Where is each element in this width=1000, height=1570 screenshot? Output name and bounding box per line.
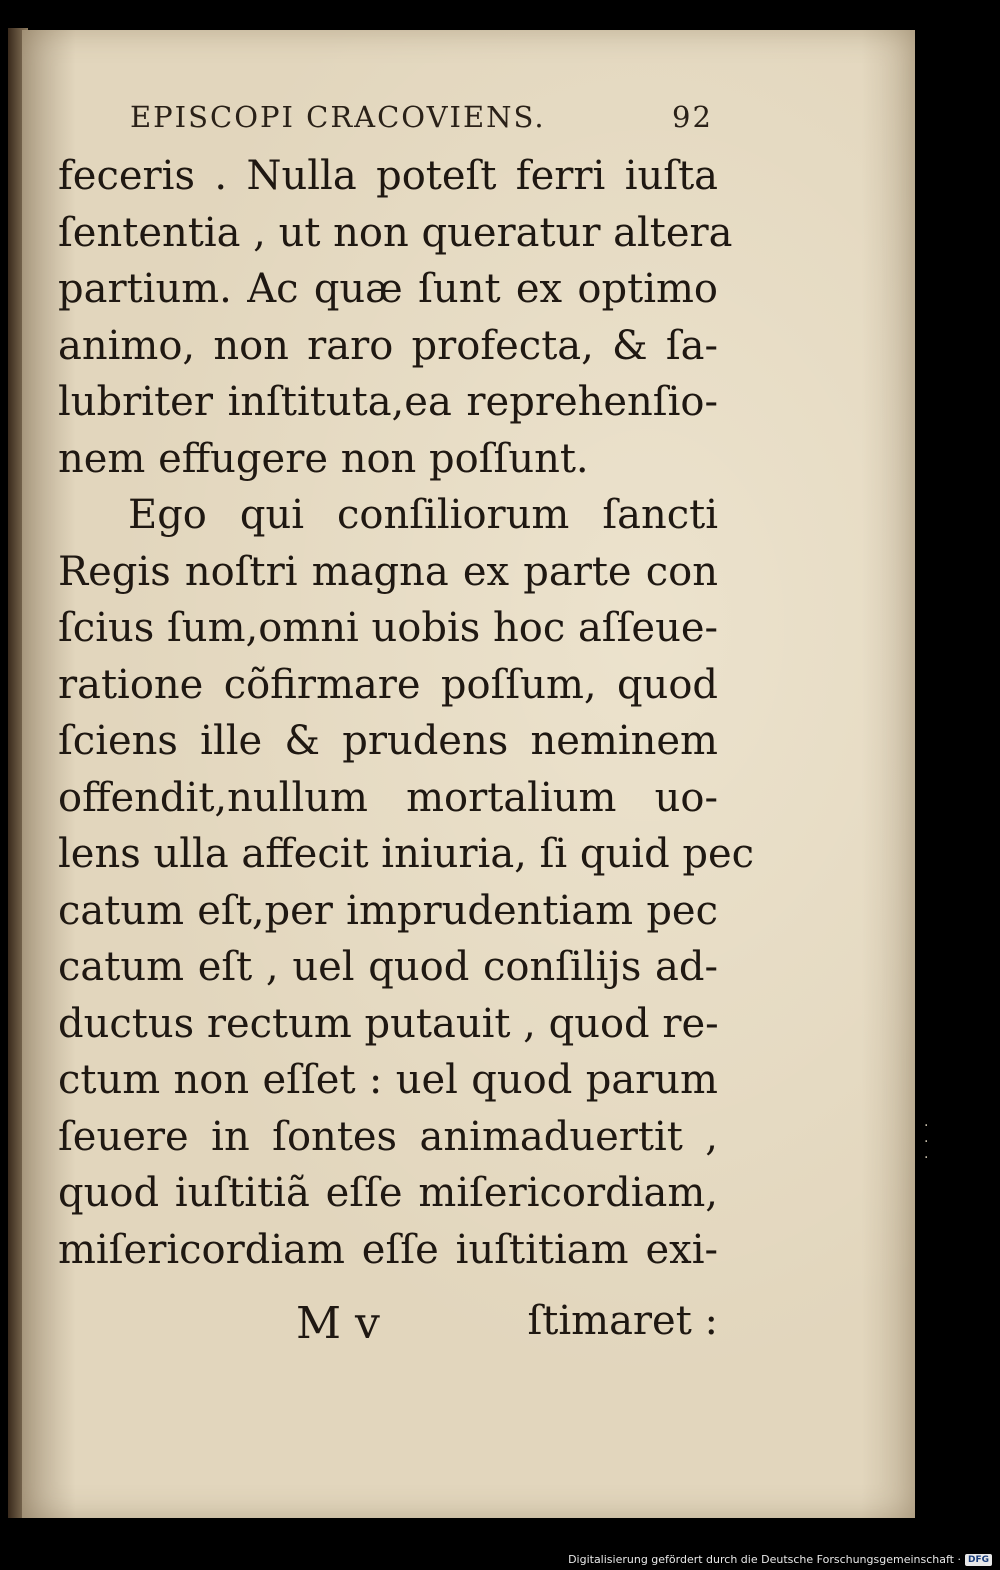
- text-line: lubriter inſtituta,ea reprehenſio-: [58, 379, 718, 425]
- text-line: ratione cõfirmare poſſum, quod: [58, 661, 718, 708]
- catchword-line: [58, 1298, 718, 1354]
- text-line: ſententia , ut non queratur altera: [58, 209, 733, 256]
- text-line: animo, non raro profecta, & ſa-: [58, 322, 718, 369]
- text-line: catum eſt,per imprudentiam pec: [58, 887, 718, 934]
- catchword: ſtimaret :: [527, 1298, 718, 1344]
- credit-text: Digitalisierung gefördert durch die Deutsche Forschungsgemeinschaft ·: [568, 1553, 961, 1566]
- text-line: ſcius ſum,omni uobis hoc aſſeue-: [58, 605, 719, 651]
- signature-mark: M v: [296, 1298, 380, 1349]
- text-line: nem effugere non poſſunt.: [58, 435, 589, 482]
- paragraph-start-line: Ego qui conſiliorum ſancti: [128, 492, 718, 538]
- margin-specks: · · ·: [924, 1118, 951, 1166]
- text-line: ductus rectum putauit , quod re-: [58, 1000, 719, 1047]
- text-line: miſericordiam eſſe iuſtitiam exi-: [58, 1226, 718, 1273]
- book-page: [22, 30, 915, 1518]
- text-line: ſeuere in ſontes animaduertit ,: [58, 1113, 718, 1160]
- text-line: offendit,nullum mortalium uo-: [58, 774, 718, 821]
- running-head-title: EPISCOPI CRACOVIENS.: [130, 100, 546, 134]
- page-number: 92: [672, 100, 713, 134]
- text-line: ſciens ille & prudens neminem: [58, 718, 718, 764]
- text-line: partium. Ac quæ ſunt ex optimo: [58, 266, 718, 312]
- body-text: [58, 148, 755, 1278]
- text-line: ctum non eſſet : uel quod parum: [58, 1057, 718, 1103]
- digitization-credit: [568, 1553, 992, 1566]
- text-line: Regis noſtri magna ex parte con: [58, 548, 718, 595]
- text-line: lens ulla affecit iniuria, ſi quid pec: [58, 831, 755, 877]
- dfg-logo: DFG: [965, 1554, 992, 1566]
- text-line: feceris . Nulla poteſt ferri iuſta: [58, 153, 718, 199]
- text-line: quod iuſtitiã eſſe miſericordiam,: [58, 1170, 718, 1216]
- text-line: catum eſt , uel quod conſilijs ad-: [58, 944, 718, 990]
